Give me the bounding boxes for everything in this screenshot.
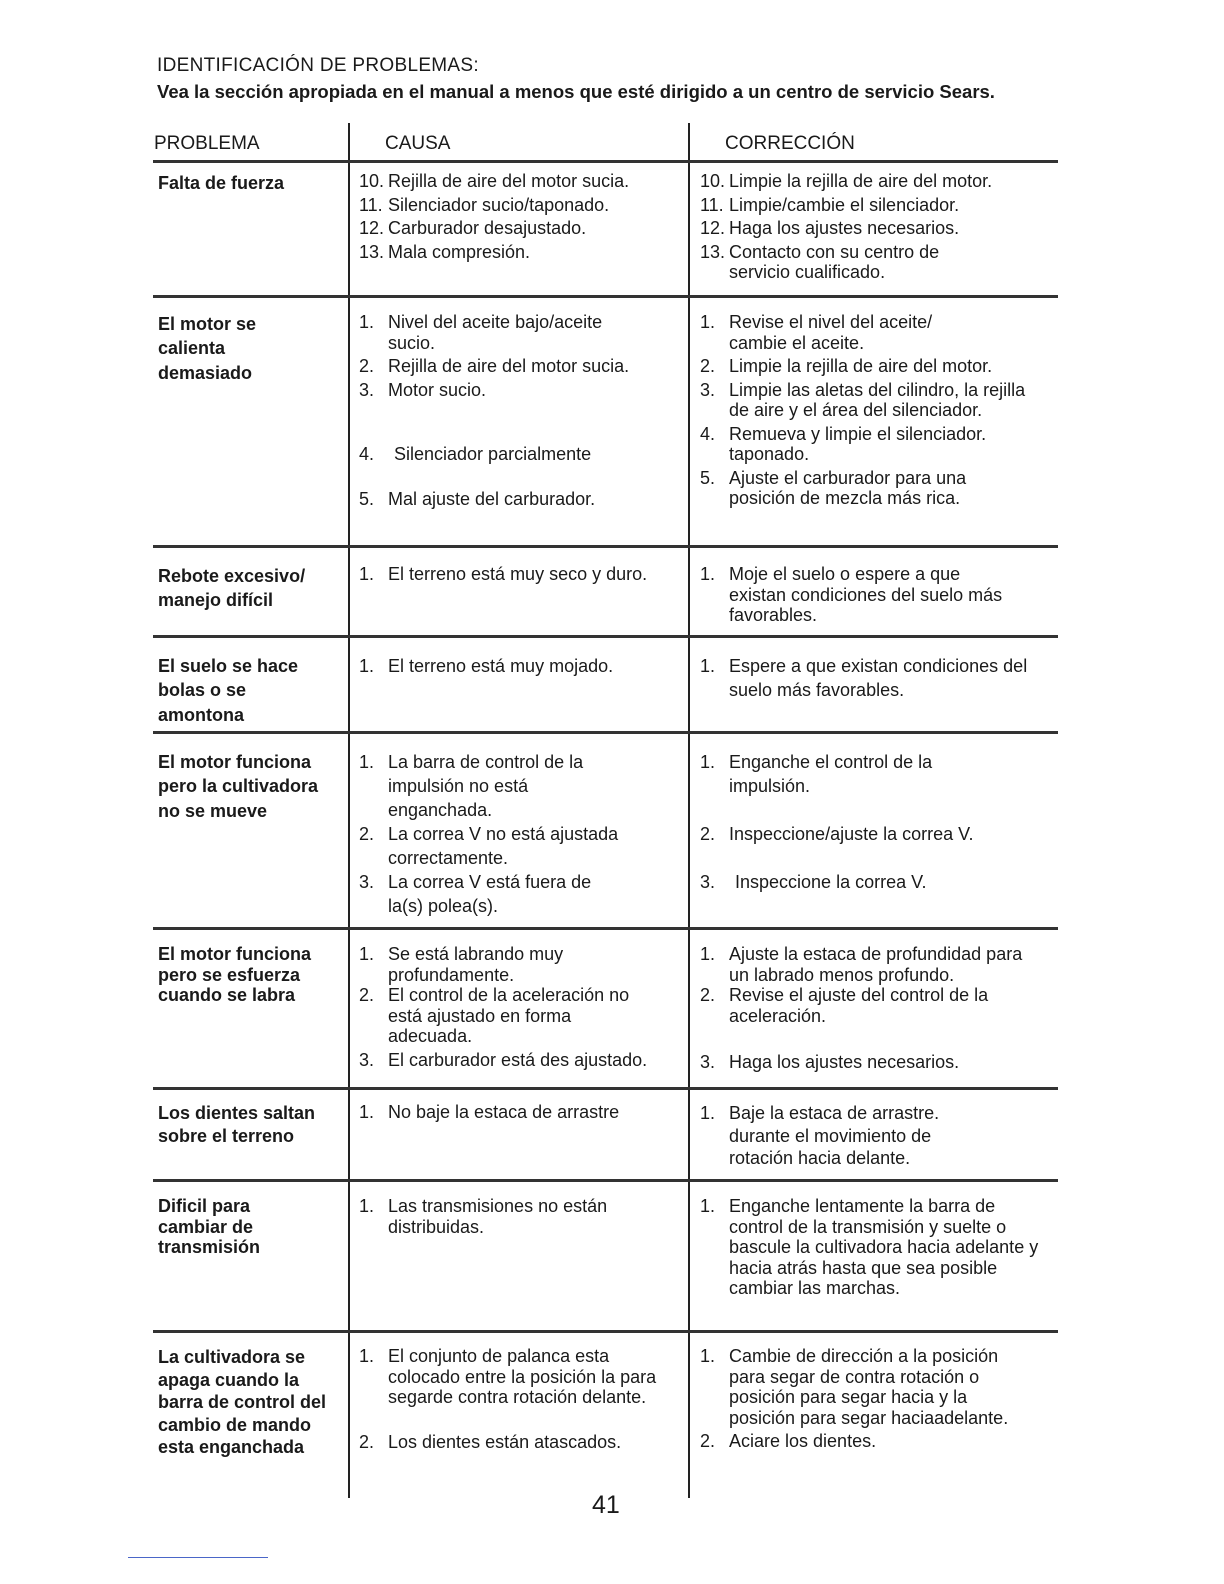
list-item: 3. Haga los ajustes necesarios. <box>700 1052 960 1072</box>
list-item: 5. Ajuste el carburador para una posición de mezcla más rica. <box>700 467 967 508</box>
correction-list <box>700 654 1050 702</box>
cause-list <box>359 750 689 918</box>
page-number: 41 <box>592 1491 620 1519</box>
list-item: 12. Haga los ajustes necesarios. <box>700 218 960 238</box>
column-header-correction: CORRECCIÓN <box>725 133 855 154</box>
footer-line <box>128 1557 268 1558</box>
list-item: 1. Revise el nivel del aceite/ cambie el aceite. <box>700 312 933 353</box>
row-divider <box>153 545 1058 548</box>
problem-label: El motor funciona pero la cultivadora no se mueve <box>158 752 319 821</box>
correction-list <box>700 944 1050 1073</box>
problem-label: Los dientes saltan sobre el terreno <box>158 1103 316 1146</box>
list-item: 3. Motor sucio. <box>359 379 487 400</box>
list-item: 3. Inspeccione la correa V. <box>700 872 927 892</box>
list-item: 13. Mala compresión. <box>359 241 531 262</box>
list-item: 1. Las transmisiones no están distribuidas. <box>359 1196 608 1237</box>
list-item: 2. Limpie la rejilla de aire del motor. <box>700 356 993 376</box>
correction-list <box>700 312 1050 509</box>
cause-list <box>359 312 689 509</box>
column-header-cause: CAUSA <box>385 133 451 154</box>
cause-list <box>359 564 689 585</box>
column-header-problem: PROBLEMA <box>154 133 260 154</box>
list-item: 2. Inspeccione/ajuste la correa V. <box>700 824 974 844</box>
row-divider <box>153 927 1058 930</box>
row-divider <box>153 295 1058 298</box>
list-item: 3. El carburador está des ajustado. <box>359 1049 648 1070</box>
list-item: 10. Rejilla de aire del motor sucia. <box>359 171 630 191</box>
list-item: 1. Ajuste la estaca de profundidad para un labrado menos profundo. <box>700 944 1023 985</box>
list-item: 12. Carburador desajustado. <box>359 218 587 238</box>
cause-list <box>359 1346 689 1452</box>
correction-list <box>700 1346 1050 1452</box>
row-divider <box>153 160 1058 163</box>
problem-label: La cultivadora se apaga cuando la barra de control del cambio de mando esta enganchada <box>158 1347 327 1457</box>
list-item: 1. El conjunto de palanca esta colocado entre la posición la para segarde contra rotación delante. <box>359 1346 657 1407</box>
cause-list <box>359 171 689 262</box>
list-item: 1. No baje la estaca de arrastre <box>359 1102 620 1122</box>
list-item: 11. Limpie/cambie el silenciador. <box>700 194 960 215</box>
list-item: 1. Cambie de dirección a la posición para segar de contra rotación o posición para segar hacia y la posición para segar haciaadelante. <box>700 1346 1009 1428</box>
problem-label: El motor se calienta demasiado <box>158 314 257 383</box>
row-divider <box>153 731 1058 734</box>
problem-label: Dificil para cambiar de transmisión <box>158 1196 261 1257</box>
intro-note: Vea la sección apropiada en el manual a menos que esté dirigido a un centro de servicio Sears. <box>157 81 995 102</box>
column-divider <box>348 123 350 1498</box>
page-heading: IDENTIFICACIÓN DE PROBLEMAS: <box>157 55 479 76</box>
cause-list <box>359 944 689 1070</box>
problem-label: Rebote excesivo/ manejo difícil <box>158 566 306 611</box>
list-item: 4. Remueva y limpie el silenciador. taponado. <box>700 423 987 464</box>
row-divider <box>153 1330 1058 1333</box>
list-item: 1. Enganche lentamente la barra de control de la transmisión y suelte o bascule la cultivadora hacia adelante y hacia atrás hasta que sea posible cambiar las marchas. <box>700 1196 1039 1298</box>
list-item: 3. Limpie las aletas del cilindro, la rejilla de aire y el área del silenciador. <box>700 379 1026 420</box>
problem-label: Falta de fuerza <box>158 173 285 193</box>
list-item: 1. El terreno está muy mojado. <box>359 656 614 676</box>
list-item: 2. La correa V no está ajustada correctamente. <box>359 824 619 868</box>
cause-list <box>359 1102 689 1123</box>
correction-list <box>700 1102 1050 1170</box>
list-item: 1. Nivel del aceite bajo/aceite sucio. <box>359 312 603 353</box>
list-item: 2. El control de la aceleración no está ajustado en forma adecuada. <box>359 985 630 1046</box>
list-item: 2. Los dientes están atascados. <box>359 1431 622 1452</box>
list-item: 1. El terreno está muy seco y duro. <box>359 564 648 584</box>
list-item: 1. Se está labrando muy profundamente. <box>359 944 564 985</box>
list-item: 2. Aciare los dientes. <box>700 1431 877 1451</box>
problem-label: El suelo se hace bolas o se amontona <box>158 656 299 725</box>
row-divider <box>153 1087 1058 1090</box>
cause-list <box>359 654 689 678</box>
list-item: 1. Baje la estaca de arrastre. durante el movimiento de rotación hacia delante. <box>700 1103 940 1168</box>
row-divider <box>153 635 1058 638</box>
row-divider <box>153 1179 1058 1182</box>
correction-list <box>700 171 1050 283</box>
list-item: 2. Revise el ajuste del control de la aceleración. <box>700 985 989 1026</box>
list-item: 1. Enganche el control de la impulsión. <box>700 752 933 796</box>
list-item: 1. La barra de control de la impulsión no está enganchada. <box>359 752 584 820</box>
list-item: 1. Espere a que existan condiciones del suelo más favorables. <box>700 656 1028 700</box>
list-item: 3. La correa V está fuera de la(s) polea(s). <box>359 872 592 916</box>
correction-list <box>700 564 1050 626</box>
cause-list <box>359 1196 689 1237</box>
correction-list <box>700 750 1050 894</box>
list-item: 5. Mal ajuste del carburador. <box>359 488 596 509</box>
list-item: 4. Silenciador parcialmente <box>359 444 592 464</box>
correction-list <box>700 1196 1050 1299</box>
list-item: 2. Rejilla de aire del motor sucia. <box>359 356 630 376</box>
problem-label: El motor funciona pero se esfuerza cuando se labra <box>158 944 311 1005</box>
list-item: 11. Silenciador sucio/taponado. <box>359 194 610 215</box>
list-item: 13. Contacto con su centro de servicio cualificado. <box>700 241 940 282</box>
list-item: 10. Limpie la rejilla de aire del motor. <box>700 171 993 191</box>
list-item: 1. Moje el suelo o espere a que existan condiciones del suelo más favorables. <box>700 564 1003 625</box>
